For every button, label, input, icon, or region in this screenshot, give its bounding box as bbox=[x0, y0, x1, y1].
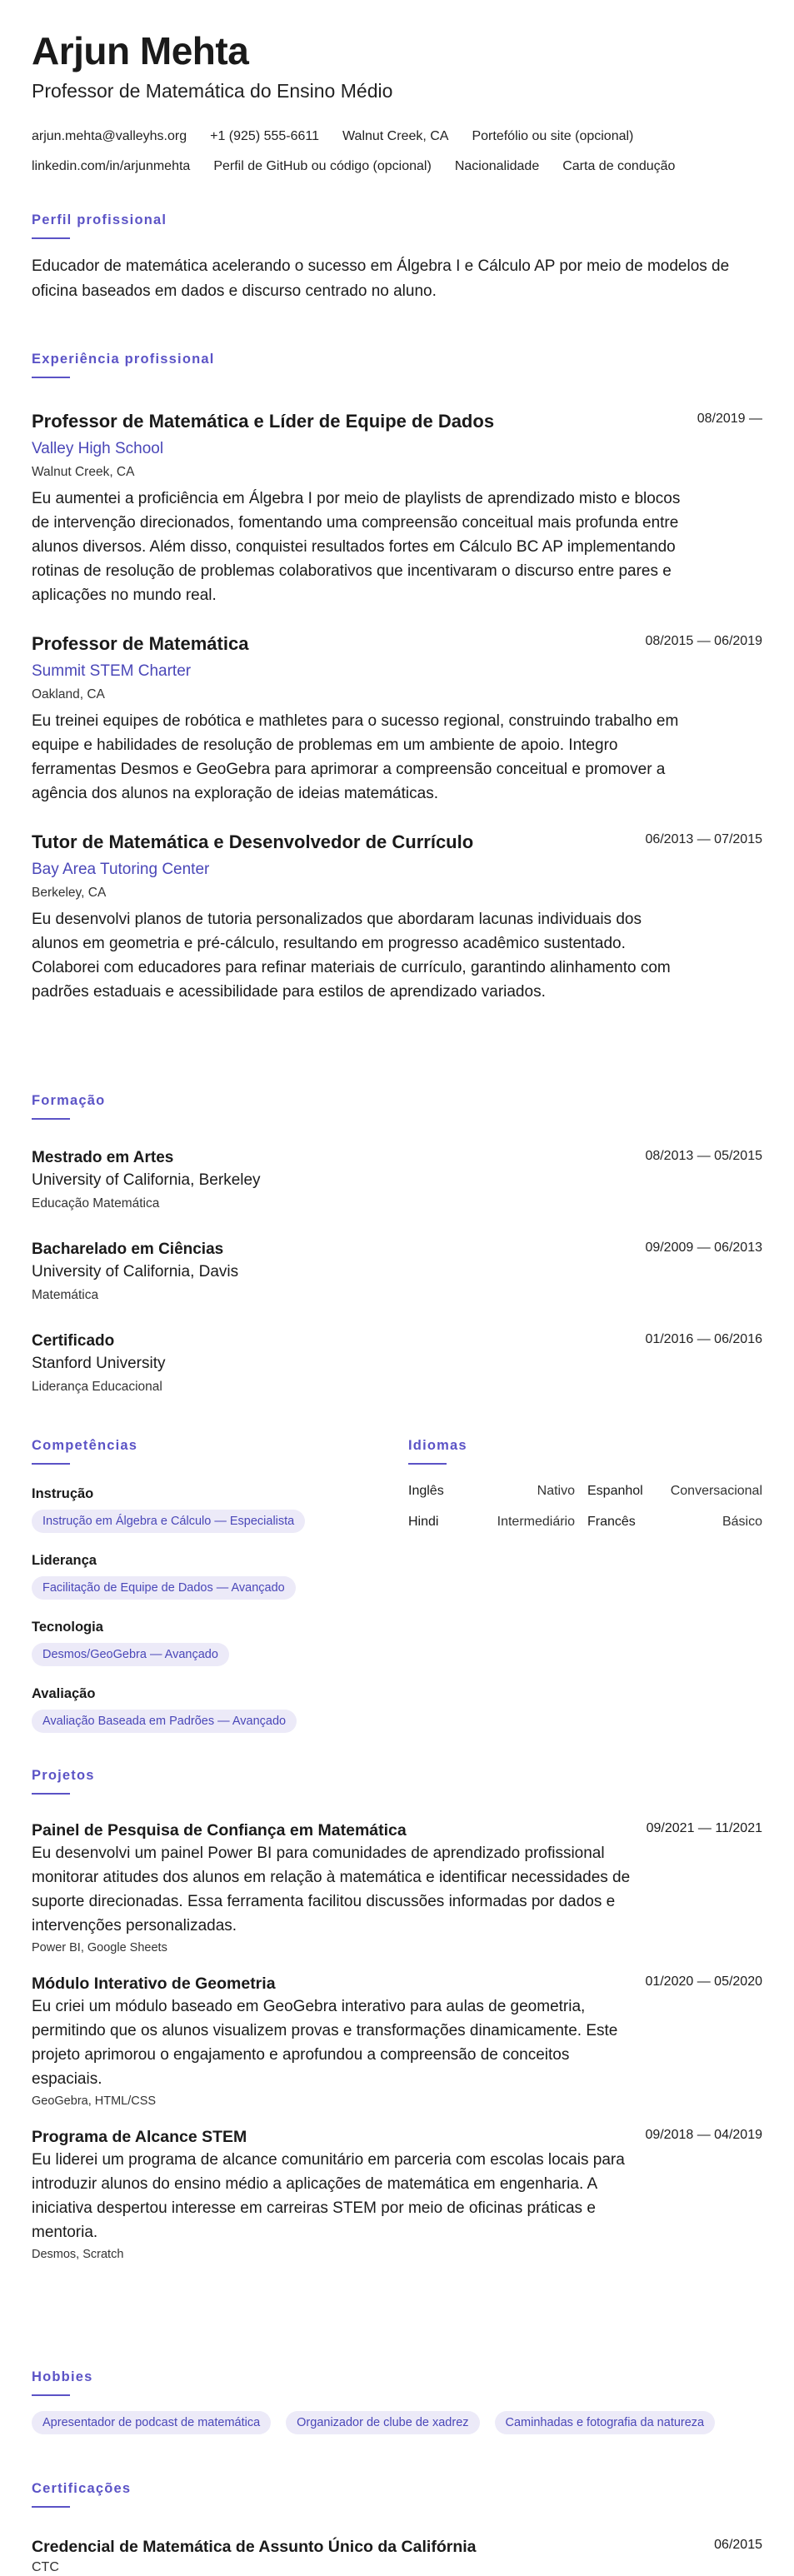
experience-item bbox=[32, 632, 794, 806]
skill-group bbox=[32, 1551, 382, 1600]
job-role: Professor de Matemática bbox=[32, 633, 249, 654]
project-item bbox=[32, 1973, 794, 2109]
education-field: Educação Matemática bbox=[32, 1196, 160, 1211]
contact-phone[interactable]: +1 (925) 555-6611 bbox=[210, 129, 320, 143]
education-school: University of California, Berkeley bbox=[32, 1171, 261, 1189]
section-divider bbox=[32, 237, 70, 239]
project-description: Eu criei um módulo baseado em GeoGebra interativo para aulas de geometria, permitindo que os alunos visualizem provas e transformações dinamicamente. Este projeto aprimorou o engajamento e aprofundou a compreensão de conceitos espaciais. bbox=[32, 1998, 618, 2088]
education-school: Stanford University bbox=[32, 1355, 166, 1372]
certification-name: Credencial de Matemática de Assunto Único da Califórnia bbox=[32, 2538, 477, 2556]
job-role: Professor de Matemática e Líder de Equipe de Dados bbox=[32, 411, 495, 432]
hobbies-section bbox=[32, 2368, 794, 2434]
contact-portfolio[interactable]: Portefólio ou site (opcional) bbox=[472, 129, 634, 143]
hobbies-list bbox=[32, 2411, 794, 2434]
education-item bbox=[32, 1330, 794, 1397]
section-divider bbox=[32, 377, 70, 378]
project-description: Eu liderei um programa de alcance comunitário em parceria com escolas locais para introduzir alunos do ensino médio a aplicações de matemática em engenharia. A iniciativa despertou interesse em carreiras STEM por meio de oficinas práticas e mentoria. bbox=[32, 2151, 625, 2241]
job-location: Walnut Creek, CA bbox=[32, 465, 135, 479]
hobby-tag: Organizador de clube de xadrez bbox=[286, 2411, 479, 2434]
language-name: Francês bbox=[587, 1515, 636, 1529]
skill-tag: Instrução em Álgebra e Cálculo — Especialista bbox=[32, 1510, 305, 1533]
project-name: Painel de Pesquisa de Confiança em Matemática bbox=[32, 1821, 407, 1840]
skills-heading: Competências bbox=[32, 1438, 138, 1453]
summary-section bbox=[32, 211, 765, 304]
education-school: University of California, Davis bbox=[32, 1263, 239, 1281]
language-name: Hindi bbox=[408, 1515, 439, 1529]
project-technologies: Desmos, Scratch bbox=[32, 2248, 124, 2261]
education-degree: Bacharelado em Ciências bbox=[32, 1241, 224, 1258]
experience-item bbox=[32, 831, 794, 1004]
certification-issuer: CTC bbox=[32, 2560, 59, 2574]
language-level: Básico bbox=[722, 1515, 762, 1529]
skill-group bbox=[32, 1485, 382, 1533]
job-description: Eu desenvolvi planos de tutoria personalizados que abordaram lacunas individuais dos alunos em geometria e pré-cálculo, resultando em progresso acadêmico sustentado. Colaborei com educadores para refinar materiais de currículo, garantindo alinhamento com padrões estaduais e acessibilidade para estilos de aprendizado variados. bbox=[32, 911, 671, 1001]
job-organization: Valley High School bbox=[32, 440, 164, 457]
education-degree: Mestrado em Artes bbox=[32, 1149, 174, 1166]
certifications-section bbox=[32, 2479, 794, 2576]
skill-tag: Facilitação de Equipe de Dados — Avançado bbox=[32, 1576, 296, 1600]
certification-date: 06/2015 bbox=[714, 2538, 762, 2552]
contact-linkedin[interactable]: linkedin.com/in/arjunmehta bbox=[32, 159, 191, 173]
education-section bbox=[32, 1091, 794, 1397]
job-organization: Summit STEM Charter bbox=[32, 662, 192, 680]
candidate-name: Arjun Mehta bbox=[32, 29, 249, 72]
education-heading: Formação bbox=[32, 1093, 106, 1108]
experience-section bbox=[32, 350, 794, 1004]
candidate-title: Professor de Matemática do Ensino Médio bbox=[32, 80, 393, 102]
skill-category: Instrução bbox=[32, 1486, 94, 1501]
certifications-heading: Certificações bbox=[32, 2481, 132, 2496]
education-item bbox=[32, 1147, 794, 1214]
project-dates: 01/2020 — 05/2020 bbox=[645, 1974, 762, 1989]
skill-category: Tecnologia bbox=[32, 1620, 103, 1635]
skill-group bbox=[32, 1618, 382, 1666]
contact-github[interactable]: Perfil de GitHub ou código (opcional) bbox=[213, 159, 432, 173]
projects-heading: Projetos bbox=[32, 1768, 95, 1783]
experience-item bbox=[32, 410, 794, 607]
project-item bbox=[32, 1820, 794, 1956]
education-field: Liderança Educacional bbox=[32, 1380, 162, 1394]
education-degree: Certificado bbox=[32, 1332, 115, 1350]
languages-heading: Idiomas bbox=[408, 1438, 467, 1453]
section-divider bbox=[32, 1793, 70, 1795]
experience-heading: Experiência profissional bbox=[32, 352, 215, 367]
language-name: Inglês bbox=[408, 1484, 444, 1498]
project-name: Programa de Alcance STEM bbox=[32, 2128, 247, 2146]
project-item bbox=[32, 2126, 794, 2263]
section-divider bbox=[32, 1118, 70, 1120]
job-dates: 08/2015 — 06/2019 bbox=[645, 634, 762, 648]
certification-item bbox=[32, 2536, 794, 2576]
section-divider bbox=[408, 1463, 447, 1465]
skill-category: Avaliação bbox=[32, 1686, 96, 1701]
skill-tag: Avaliação Baseada em Padrões — Avançado bbox=[32, 1710, 297, 1733]
resume-header bbox=[32, 0, 762, 182]
project-dates: 09/2018 — 04/2019 bbox=[645, 2128, 762, 2142]
job-organization: Bay Area Tutoring Center bbox=[32, 861, 210, 878]
summary-text: Educador de matemática acelerando o sucesso em Álgebra I e Cálculo AP por meio de modelos de oficina baseados em dados e discurso centrado no aluno. bbox=[32, 257, 730, 300]
contact-nationality: Nacionalidade bbox=[454, 159, 540, 173]
contact-info bbox=[32, 122, 765, 182]
education-field: Matemática bbox=[32, 1288, 99, 1302]
language-level: Intermediário bbox=[497, 1515, 575, 1529]
project-dates: 09/2021 — 11/2021 bbox=[646, 1821, 762, 1835]
project-description: Eu desenvolvi um painel Power BI para comunidades de aprendizado profissional monitorar atitudes dos alunos em relação à matemática e identificar necessidades de suporte direcionadas. Essa ferramenta facilitou discussões informadas por dados e intervenções personalizadas. bbox=[32, 1845, 631, 1934]
skill-group bbox=[32, 1685, 382, 1733]
hobby-tag: Caminhadas e fotografia da natureza bbox=[495, 2411, 716, 2434]
section-divider bbox=[32, 2394, 70, 2396]
hobby-tag: Apresentador de podcast de matemática bbox=[32, 2411, 271, 2434]
contact-email[interactable]: arjun.mehta@valleyhs.org bbox=[32, 129, 187, 143]
education-dates: 09/2009 — 06/2013 bbox=[645, 1241, 762, 1255]
project-name: Módulo Interativo de Geometria bbox=[32, 1974, 276, 1993]
education-dates: 01/2016 — 06/2016 bbox=[645, 1332, 762, 1346]
project-technologies: GeoGebra, HTML/CSS bbox=[32, 2094, 157, 2108]
job-location: Oakland, CA bbox=[32, 687, 105, 701]
job-location: Berkeley, CA bbox=[32, 886, 107, 900]
job-description: Eu treinei equipes de robótica e mathletes para o sucesso regional, construindo trabalho em equipe e habilidades de resolução de problemas em um ambiente de apoio. Integro ferramentas Desmos e GeoGebra para aprimorar a compreensão conceitual e promover a agência dos alunos na exploração de ideias matemáticas. bbox=[32, 712, 679, 802]
skills-section bbox=[32, 1436, 382, 1733]
hobbies-heading: Hobbies bbox=[32, 2369, 93, 2384]
section-divider bbox=[32, 1463, 70, 1465]
skill-tag: Desmos/GeoGebra — Avançado bbox=[32, 1643, 229, 1666]
section-divider bbox=[32, 2506, 70, 2508]
project-technologies: Power BI, Google Sheets bbox=[32, 1941, 167, 1954]
contact-location: Walnut Creek, CA bbox=[342, 129, 449, 143]
skill-category: Liderança bbox=[32, 1553, 97, 1568]
languages-section bbox=[408, 1436, 762, 1529]
job-dates: 08/2019 — bbox=[697, 412, 762, 426]
language-level: Nativo bbox=[537, 1484, 575, 1498]
projects-section bbox=[32, 1766, 794, 2263]
summary-heading: Perfil profissional bbox=[32, 212, 167, 227]
education-dates: 08/2013 — 05/2015 bbox=[645, 1149, 762, 1163]
contact-driving-license: Carta de condução bbox=[562, 159, 676, 173]
language-level: Conversacional bbox=[670, 1484, 762, 1498]
job-dates: 06/2013 — 07/2015 bbox=[645, 832, 762, 846]
job-role: Tutor de Matemática e Desenvolvedor de Currículo bbox=[32, 831, 474, 852]
job-description: Eu aumentei a proficiência em Álgebra I por meio de playlists de aprendizado misto e blocos de intervenção direcionados, fomentando uma compreensão conceitual mais profunda entre alunos diversos. Além disso, conquistei resultados fortes em Cálculo BC AP implementando rotinas de resolução de problemas colaborativos que incentivaram o discurso entre pares e aplicações no mundo real. bbox=[32, 490, 681, 604]
language-name: Espanhol bbox=[587, 1484, 643, 1498]
education-item bbox=[32, 1239, 794, 1305]
